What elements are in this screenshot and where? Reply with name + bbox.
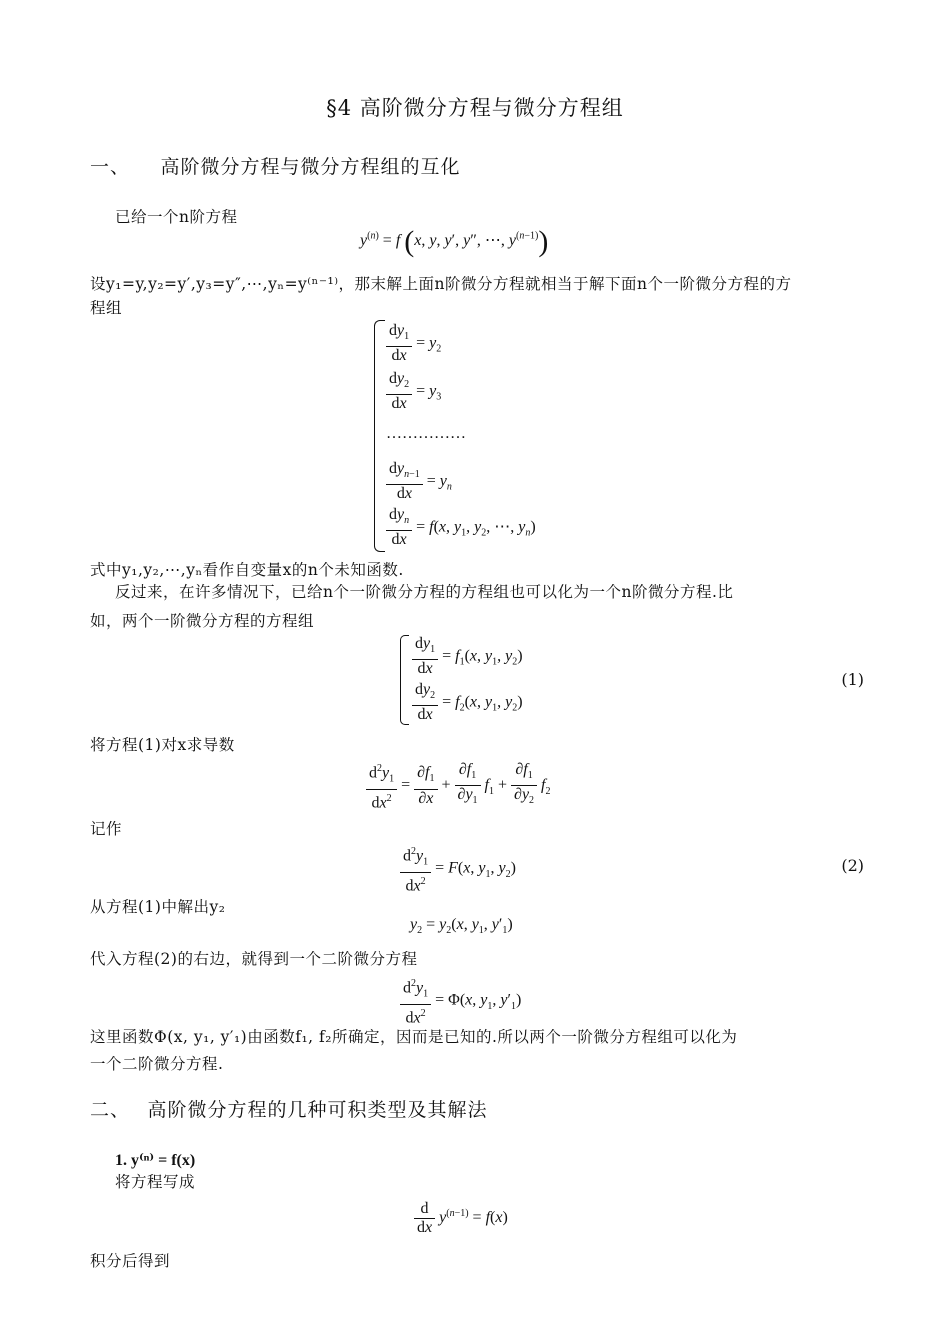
- equation-number-2: (2): [841, 856, 864, 875]
- section-1-heading: 一、 高阶微分方程与微分方程组的互化: [90, 156, 461, 178]
- equation-Phi: $\frac{d^2y_1}{dx^2}$ = Φ(x, $y_1$, $y'_1$): [400, 975, 521, 1027]
- system-ellipsis: ……………: [386, 425, 466, 442]
- paragraph-substitution-line1: 设y₁=y,y₂=y′,y₃=y″,⋯,yₙ=y⁽ⁿ⁻¹⁾，那末解上面n阶微分方程就相当于解下面n个一阶微分方程的方: [90, 275, 792, 293]
- equation-second-derivative: $\frac{d^2y_1}{dx^2}$ = $\frac{\partial f_1}{\partial x}$ + $\frac{\partial f_1}{\partial y_1}$ $f_1$ + $\frac{\partial f_1}{\partial y_2}$ $f_2$: [366, 760, 551, 812]
- equation-y2: $y_2 = y_2(x$, $y_1$, $y'_1$): [410, 916, 513, 937]
- page-title: §4 高阶微分方程与微分方程组: [326, 96, 624, 120]
- equation-F: $\frac{d^2y_1}{dx^2}$ = F(x, $y_1$, $y_2$): [400, 843, 516, 895]
- left-brace-icon: [400, 635, 409, 725]
- paragraph-conversely-line2: 如，两个一阶微分方程的方程组: [90, 612, 315, 630]
- left-brace-icon: [374, 320, 385, 552]
- paragraph-conversely-line1: 反过来，在许多情况下，已给n个一阶微分方程的方程组也可以化为一个n阶微分方程.比: [115, 583, 734, 601]
- paragraph-solve-y2: 从方程(1)中解出y₂: [90, 898, 226, 916]
- paragraph-differentiate: 将方程(1)对x求导数: [90, 736, 235, 754]
- paragraph-denote: 记作: [90, 820, 123, 838]
- paragraph-substitute: 代入方程(2)的右边，就得到一个二阶微分方程: [90, 950, 418, 968]
- paragraph-given-equation: 已给一个n阶方程: [115, 208, 238, 226]
- paragraph-substitution-line2: 程组: [90, 299, 123, 317]
- paragraph-conclusion-line1: 这里函数Φ(x, y₁, y′₁)由函数f₁, f₂所确定，因而是已知的.所以两个一阶微分方程组可以化为: [90, 1028, 738, 1046]
- paragraph-write-as: 将方程写成: [115, 1173, 196, 1191]
- item-1-label: 1. y⁽ⁿ⁾ = f(x): [115, 1152, 196, 1169]
- paragraph-conclusion-line2: 一个二阶微分方程.: [90, 1055, 224, 1073]
- equation-number-1: (1): [841, 670, 864, 689]
- equation-nth-order: $y^{(n)} = f$ (x, y, y′, y″, ⋯, $y^{(n-1)}$): [360, 225, 549, 258]
- paragraph-after-integration: 积分后得到: [90, 1252, 171, 1270]
- paragraph-unknown-functions: 式中y₁,y₂,⋯,yₙ看作自变量x的n个未知函数.: [90, 561, 404, 579]
- section-2-heading: 二、 高阶微分方程的几种可积类型及其解法: [90, 1099, 488, 1121]
- equation-integrate: $\frac{d}{dx}$ $y^{(n-1)} = f(x)$: [414, 1200, 508, 1237]
